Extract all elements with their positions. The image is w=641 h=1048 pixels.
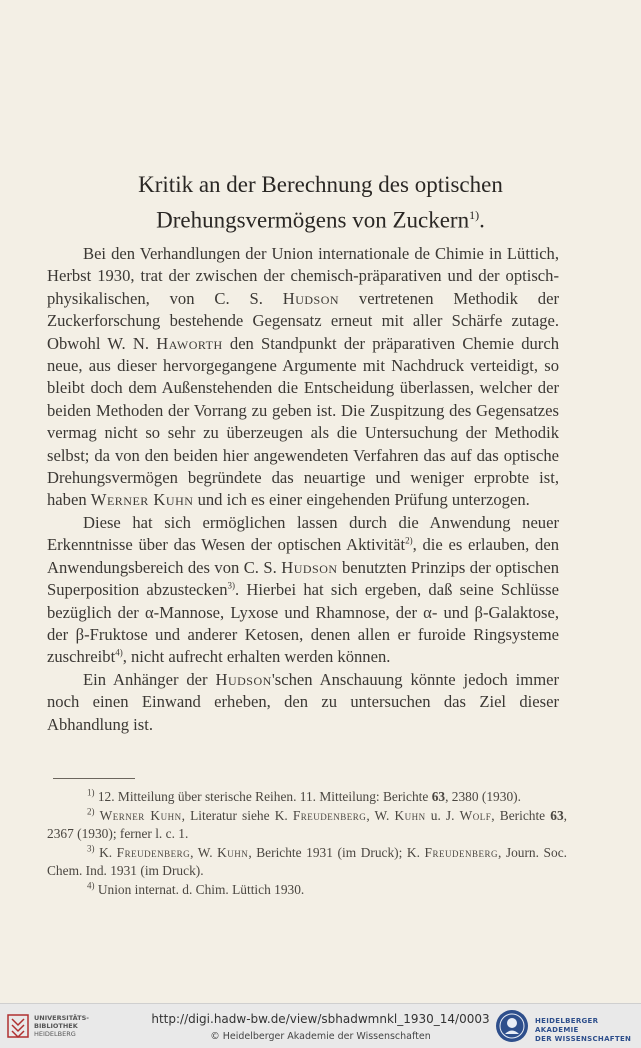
footnote-1: $^{1)}$ 12. Mitteilung über sterische Reihen. 11. Mitteilung: Berichte 63, 2380 (1930). xyxy=(87,787,521,804)
footnote-ref: 4) xyxy=(115,647,123,658)
author-name: Haworth xyxy=(156,333,223,353)
footnote-3: $^{3)}$ K. Freudenberg, W. Kuhn, Berichte 1931 (im Druck); K. Freudenberg, Journ. Soc. Chem. Ind. 1931 (im Druck). xyxy=(47,843,567,879)
author-name: Hudson xyxy=(281,557,338,577)
paragraph-1: Bei den Verhandlungen der Union internationale de Chimie in Lüttich, Herbst 1930, trat der zwischen der chemisch-präparativen und der optisch-physikalischen, von C. S. Hudson vertretenen Methodik der Zuckerforschung bestehende Gegensatz erneut mit aller Schärfe zutage. Obwohl W. N. Haworth den Standpunkt der präparativen Chemie durch neue, aus dieser hervorgegangene Argumente mit Nachdruck verteidigt, so bleibt doch dem Außenstehenden die Entscheidung überlassen, welcher der beiden Methoden der Vorrang zu geben ist. Die Zuspitzung des Gegensatzes vermag nicht so sehr zu überzeugen als die Untersuchung der Methodik selbst; da von den beiden hier angewendeten Verfahren das auf das optische Drehungsvermögen begründete das neuartige und weniger erprobte ist, haben Werner Kuhn und ich es einer eingehenden Prüfung unterzogen. xyxy=(47,244,559,510)
footnote-divider xyxy=(53,778,135,779)
footnote-ref: 2) xyxy=(405,535,413,546)
article-body xyxy=(47,243,559,736)
author-name: Hudson xyxy=(282,288,340,308)
author-name: Werner Kuhn xyxy=(90,490,194,510)
title-line-1: Kritik an der Berechnung des optischen xyxy=(138,172,503,197)
paragraph-2: Diese hat sich ermöglichen lassen durch die Anwendung neuer Erkenntnisse über das Wesen der optischen Aktivität$^{2)}$, die es erlauben, den Anwendungsbereich des von C. S. Hudson benutzten Prinzips der optischen Superposition abzustecken$^{3)}$. Hierbei hat sich ergeben, daß seine Schlüsse bezüglich der α-Mannose, Lyxose und Rhamnose, der α- und β-Galaktose, der β-Fruktose und anderer Ketosen, denen allen er furoide Ringsysteme zuschreibt$^{4)}$, nicht aufrecht erhalten werden können. xyxy=(47,512,559,667)
footnote-2: $^{2)}$ Werner Kuhn, Literatur siehe K. Freudenberg, W. Kuhn u. J. Wolf, Berichte 63, 2367 (1930); ferner l. c. 1. xyxy=(47,806,568,842)
paragraph-3: Ein Anhänger der Hudson'schen Anschauung könnte jedoch immer noch einen Einwand erheben, den zu untersuchen das Ziel dieser Abhandlung ist. xyxy=(47,669,559,734)
academy-seal-icon[interactable] xyxy=(495,1009,529,1043)
author-name: Hudson xyxy=(215,669,272,689)
copyright-notice: © Heidelberger Akademie der Wissenschaften xyxy=(210,1031,431,1042)
title-footnote-mark: 1) xyxy=(469,208,480,222)
viewer-footer xyxy=(0,1003,641,1048)
academy-name[interactable]: HEIDELBERGER AKADEMIE DER WISSENSCHAFTEN xyxy=(535,1017,632,1043)
permalink-url[interactable]: http://digi.hadw-bw.de/view/sbhadwmnkl_1930_14/0003 xyxy=(151,1012,490,1026)
footnotes xyxy=(47,788,567,900)
footnote-ref: 3) xyxy=(227,580,235,591)
article-title: Kritik an der Berechnung des optischen Drehungsvermögens von Zuckern$^{1)}$. xyxy=(40,170,601,236)
title-line-2: Drehungsvermögens von Zuckern xyxy=(156,207,470,233)
library-name[interactable]: UNIVERSITÄTS- BIBLIOTHEK HEIDELBERG xyxy=(34,1014,89,1038)
footnote-4: $^{4)}$ Union internat. d. Chim. Lüttich 1930. xyxy=(87,880,305,897)
